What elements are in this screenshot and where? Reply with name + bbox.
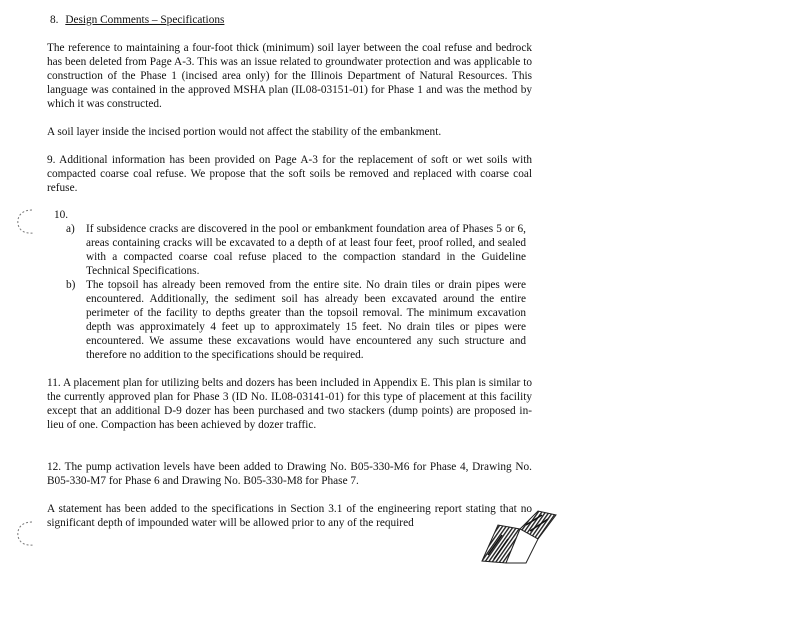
item-10a-text: If subsidence cracks are discovered in the pool or embankment foundation area of Phases 5 or 6, areas containing cracks will be excavated to a depth of at least four feet, proof rolled, and sealed with a compacted coarse coal refuse placed to the compaction standard in the Guideline Technical Specifications. [86,223,526,277]
section-heading [50,13,224,27]
item-10-number: 10. [54,209,69,221]
item-10a [66,222,526,278]
item-10b [66,278,526,362]
section-title: Design Comments – Specifications [65,14,225,26]
paragraph-soil-layer-stability: A soil layer inside the incised portion would not affect the stability of the embankment. [47,126,442,138]
item-10b-label: b) [66,279,76,291]
scan-stamp-mark [480,505,560,565]
paragraph-item-12: 12. The pump activation levels have been added to Drawing No. B05-330-M6 for Phase 4, Drawing No. B05-330-M7 for Phase 6 and Drawing No. B05-330-M8 for Phase 7. [47,461,532,487]
paragraph-item-11: 11. A placement plan for utilizing belts and dozers has been included in Appendix E. This plan is similar to the currently approved plan for Phase 3 (ID No. IL08-03141-01) for this type of placement at this facility except that an additional D-9 dozer has been purchased and two stackers (dump points) are proposed in-lieu of one. Compaction has been achieved by dozer traffic. [47,377,532,431]
item-10a-label: a) [66,223,75,235]
hole-punch-mark-top [14,208,38,236]
paragraph-statement: A statement has been added to the specifications in Section 3.1 of the engineering report stating that no significant depth of impounded water will be allowed prior to any of the required [47,503,532,529]
section-number: 8. [50,14,59,26]
paragraph-item-9: 9. Additional information has been provided on Page A-3 for the replacement of soft or wet soils with compacted coarse coal refuse. We propose that the soft soils be removed and replaced with coarse coal refuse. [47,154,532,194]
paragraph-soil-layer-reference: The reference to maintaining a four-foot thick (minimum) soil layer between the coal refuse and bedrock has been deleted from Page A-3. This was an issue related to groundwater protection and was applicable to construction of the Phase 1 (incised area only) for the Illinois Department of Natural Resources. This language was contained in the approved MSHA plan (IL08-03151-01) for Phase 1 and was the method by which it was constructed. [47,42,532,110]
hole-punch-mark-bottom [14,520,38,548]
item-10b-text: The topsoil has already been removed from the entire site. No drain tiles or drain pipes were encountered. Additionally, the sediment soil has already been excavated around the entire perimeter of the facility to depths greater than the topsoil removal. The minimum excavation depth was approximately 4 feet up to approximately 15 feet. No drain tiles or pipes were encountered. We assume these excavations would have encountered any such structure and therefore no addition to the specifications should be required. [86,279,526,361]
